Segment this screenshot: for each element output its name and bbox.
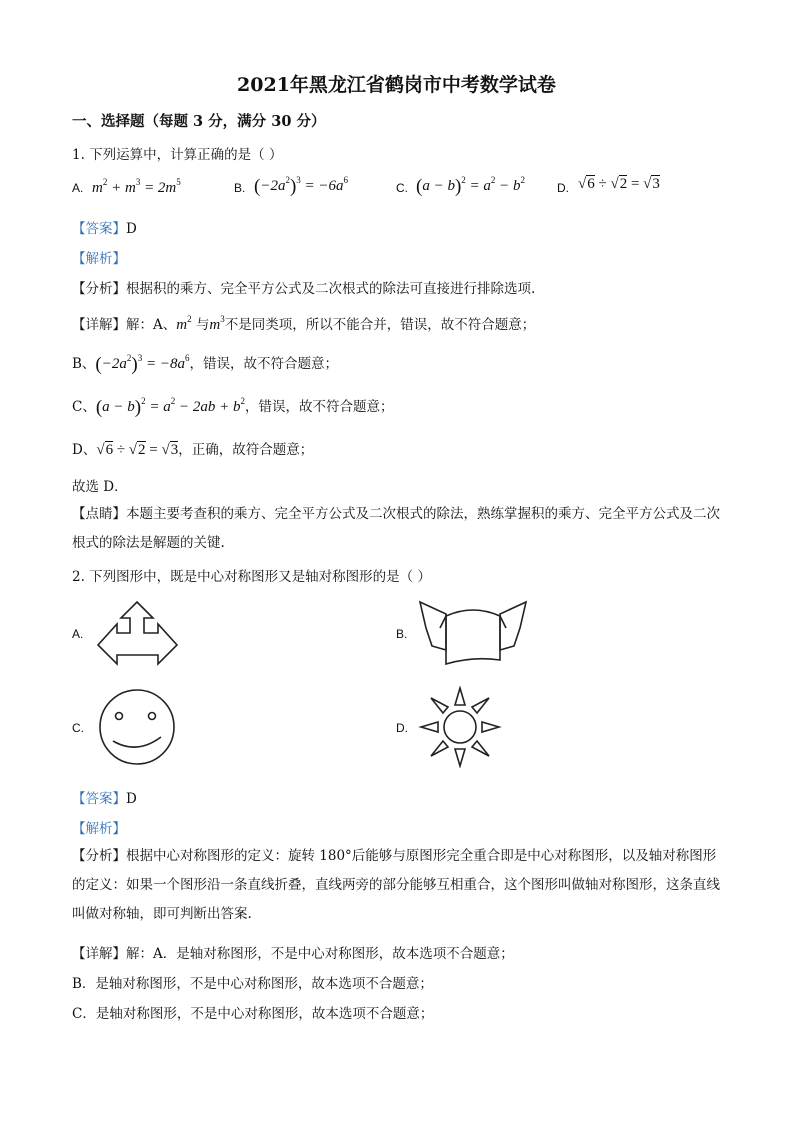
q1-option-b-formula: $(-2a^2)^3 = -6a^6$ (254, 175, 349, 197)
q1-choose: 故选 D． (72, 479, 128, 495)
q1-analysis: 【分析】根据积的乘方、完全平方公式及二次根式的除法可直接进行排除选项. (72, 281, 536, 297)
detail-prefix: C、 (72, 399, 96, 415)
answer-value: D (126, 221, 137, 237)
q1-option-c-formula: $(a - b)^2 = a^2 - b^2$ (416, 175, 526, 197)
q2-detail-a: 【详解】解：A．是轴对称图形，不是中心对称图形，故本选项不合题意； (72, 946, 514, 962)
answer-tag: 【答案】 (72, 791, 126, 807)
detail-prefix: B、 (72, 356, 96, 372)
q1-option-a-label: A. (72, 181, 84, 195)
q1-option-b-label: B. (234, 181, 246, 195)
detail-prefix: D、 (72, 442, 97, 458)
detail-suffix: ，错误，故不符合题意； (245, 399, 394, 415)
q1-answer (72, 217, 137, 237)
detail-connector: 与 (195, 317, 210, 333)
left-eye (116, 713, 123, 720)
q2-detail-c: C．是轴对称图形，不是中心对称图形，故本选项不合题意； (72, 1006, 434, 1022)
q1-detail-c: C、$(a - b)^2 = a^2 - 2ab + b^2$，错误，故不符合题意； (72, 396, 394, 418)
q1-detail-d: D、√6 ÷ √2 = √3，正确，故符合题意； (72, 442, 314, 458)
q1-analysis-tag: 【解析】 (72, 251, 126, 267)
q2-analysis: 【分析】根据中心对称图形的定义：旋转 180°后能够与原图形完全重合即是中心对称图形，以及轴对称图形的定义：如果一个图形沿一条直线折叠，直线两旁的部分能够互相重合，这个图形叫做轴对称图形，这条直线叫做对称轴，即可判断出答案. (72, 848, 720, 922)
detail-prefix: 【详解】解：A、 (72, 317, 177, 333)
detail-suffix: ，正确，故符合题意； (178, 442, 314, 458)
q2-stem: 2. 下列图形中，既是中心对称图形又是轴对称图形的是（ ） (72, 569, 431, 585)
ribbon-banner-figure (418, 598, 528, 668)
q2-option-b-label: B. (396, 627, 408, 641)
q2-analysis-tag: 【解析】 (72, 821, 126, 837)
q1-stem: 1. 下列运算中，计算正确的是（ ） (72, 147, 283, 163)
detail-suffix: 不是同类项，所以不能合并，错误，故不符合题意； (224, 317, 536, 333)
smiley-face-figure (95, 689, 179, 765)
q1-detail-b: B、$(-2a^2)^3 = -8a^6$，错误，故不符合题意； (72, 353, 338, 375)
mouth (113, 737, 161, 747)
q2-option-c-label: C. (72, 721, 84, 735)
right-eye (149, 713, 156, 720)
q1-comment: 【点睛】本题主要考查积的乘方、完全平方公式及二次根式的除法，熟练掌握积的乘方、完全平方公式及二次根式的除法是解题的关键. (72, 506, 720, 551)
q1-option-c-label: C. (396, 181, 408, 195)
q2-detail-b: B．是轴对称图形，不是中心对称图形，故本选项不合题意； (72, 976, 433, 992)
q2-option-d-label: D. (396, 721, 408, 735)
answer-tag: 【答案】 (72, 221, 126, 237)
arrows-figure (95, 600, 180, 668)
page-title: 2021年黑龙江省鹤岗市中考数学试卷 (237, 74, 556, 96)
section-heading: 一、选择题（每题 3 分，满分 30 分） (72, 113, 326, 130)
q1-option-d-formula: √6 ÷ √2 = √3 (578, 176, 660, 192)
q2-answer (72, 787, 137, 807)
sun-figure (418, 686, 502, 768)
answer-value: D (126, 791, 137, 807)
q2-option-a-label: A. (72, 627, 84, 641)
q1-detail-a: 【详解】解：A、$m^2$ 与$m^3$不是同类项，所以不能合并，错误，故不符合题意； (72, 314, 536, 333)
q1-option-a-formula: $m^2 + m^3 = 2m^5$ (92, 177, 181, 196)
q1-option-d-label: D. (557, 181, 569, 195)
detail-suffix: ，错误，故不符合题意； (189, 356, 338, 372)
